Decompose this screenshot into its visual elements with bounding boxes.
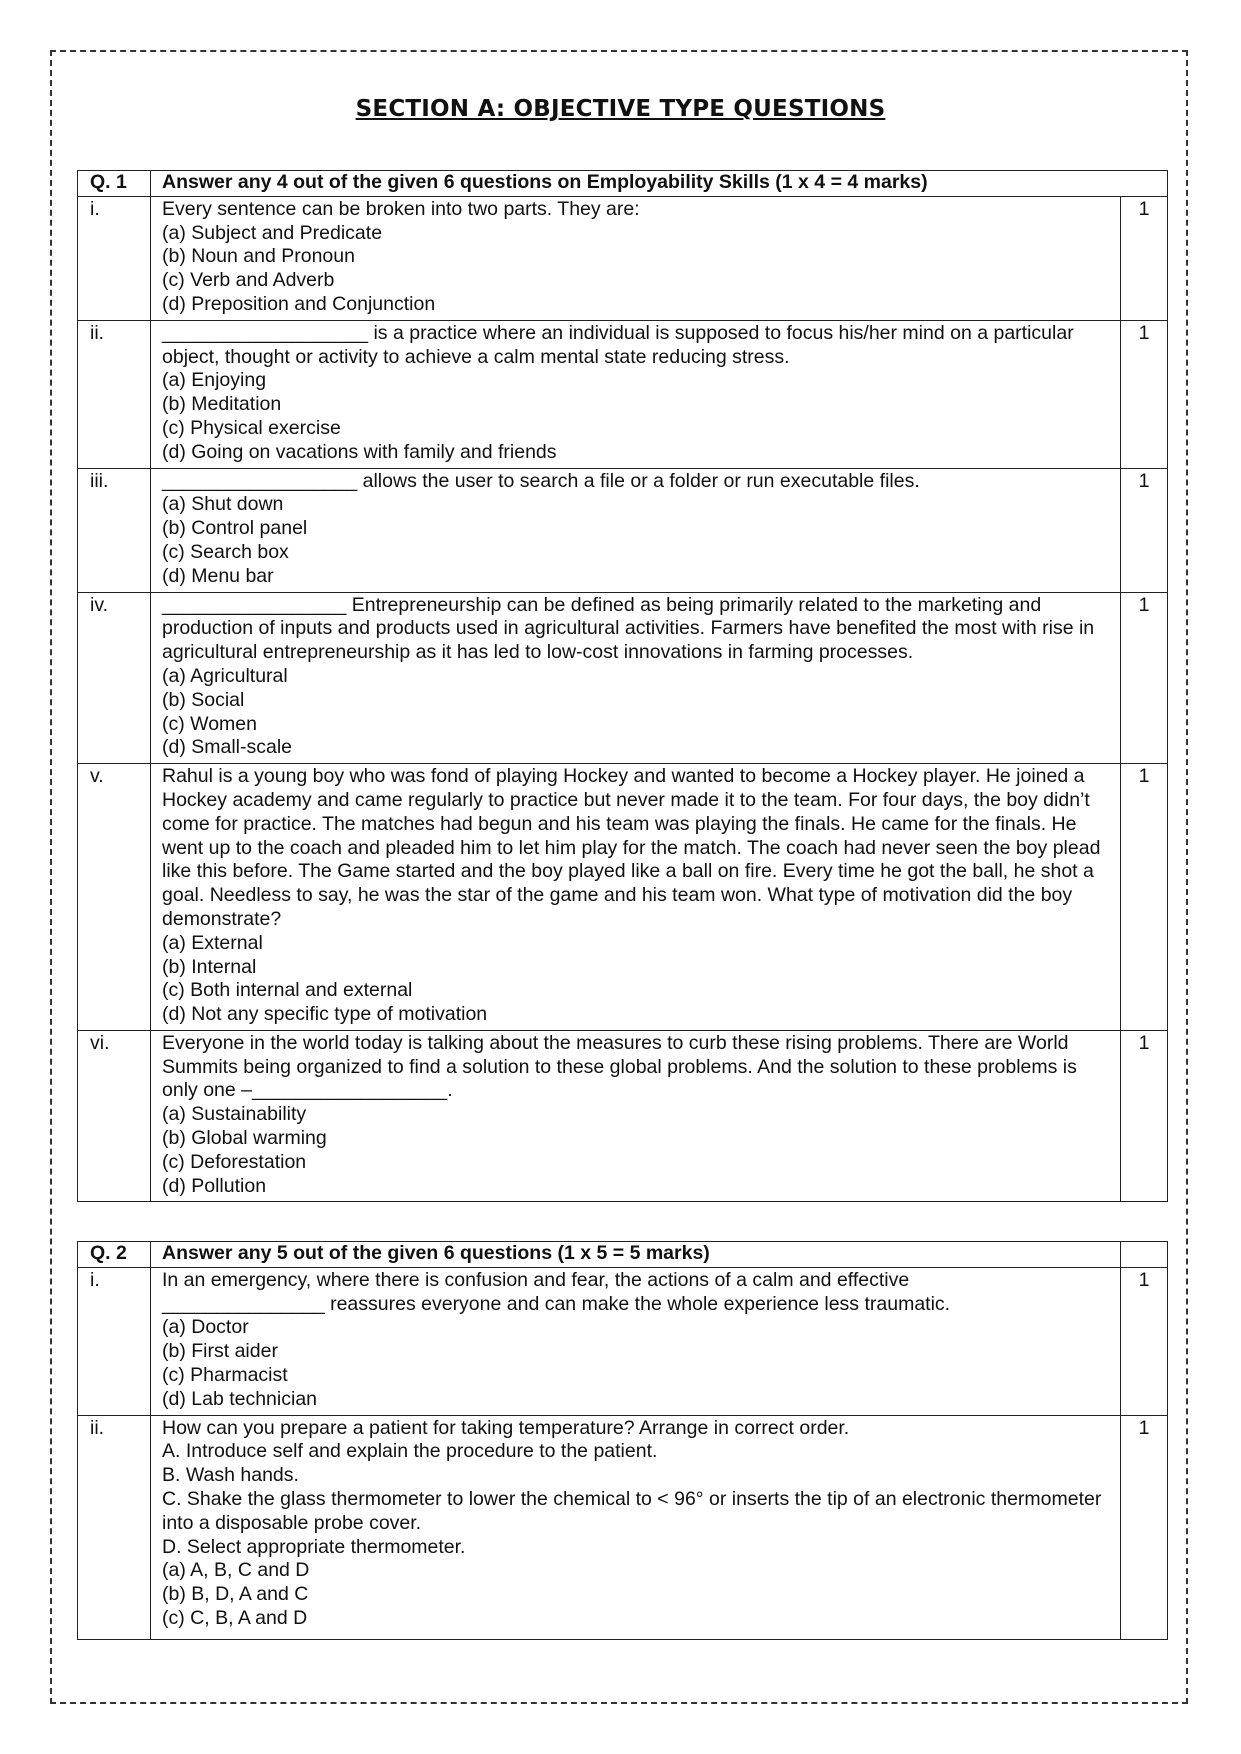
step: D. Select appropriate thermometer. bbox=[162, 1535, 466, 1558]
option: (a) Doctor bbox=[162, 1316, 249, 1339]
item-marks: 1 bbox=[1121, 1030, 1168, 1202]
marks-header-blank bbox=[1121, 171, 1168, 197]
option: (b) Social bbox=[162, 688, 245, 711]
item-body bbox=[151, 1030, 1121, 1202]
option: (b) Control panel bbox=[162, 517, 308, 540]
option: (b) First aider bbox=[162, 1340, 278, 1363]
option: (c) Physical exercise bbox=[162, 416, 341, 439]
item-number: i. bbox=[78, 196, 151, 320]
item-marks: 1 bbox=[1121, 764, 1168, 1031]
question-number: Q. 2 bbox=[78, 1242, 151, 1268]
step: C. Shake the glass thermometer to lower the chemical to < 96° or inserts the tip of an electronic thermometer into a disposable probe cover. bbox=[162, 1487, 1102, 1534]
option: (c) Women bbox=[162, 712, 257, 735]
item-text: __________________ allows the user to search a file or a folder or run executable files. bbox=[162, 469, 920, 492]
item-body bbox=[151, 1415, 1121, 1639]
item-body bbox=[151, 196, 1121, 320]
question-item bbox=[78, 592, 1168, 764]
item-marks: 1 bbox=[1121, 1415, 1168, 1639]
option: (c) Both internal and external bbox=[162, 979, 413, 1002]
step: B. Wash hands. bbox=[162, 1464, 299, 1487]
option: (a) External bbox=[162, 931, 263, 954]
question-1-table bbox=[77, 170, 1168, 1202]
item-number: ii. bbox=[78, 1415, 151, 1639]
option: (c) Pharmacist bbox=[162, 1363, 288, 1386]
option: (d) Small-scale bbox=[162, 736, 293, 759]
item-marks: 1 bbox=[1121, 196, 1168, 320]
item-body bbox=[151, 592, 1121, 764]
item-text: How can you prepare a patient for taking temperature? Arrange in correct order. bbox=[162, 1416, 850, 1439]
step: A. Introduce self and explain the procedure to the patient. bbox=[162, 1440, 658, 1463]
item-marks: 1 bbox=[1121, 468, 1168, 592]
item-body bbox=[151, 320, 1121, 468]
question-instruction: Answer any 4 out of the given 6 questions on Employability Skills (1 x 4 = 4 marks) bbox=[151, 171, 1121, 197]
option: (a) Enjoying bbox=[162, 369, 267, 392]
item-number: ii. bbox=[78, 320, 151, 468]
item-number: vi. bbox=[78, 1030, 151, 1202]
option: (a) Subject and Predicate bbox=[162, 221, 383, 244]
item-number: iv. bbox=[78, 592, 151, 764]
question-item bbox=[78, 320, 1168, 468]
question-1-header bbox=[78, 171, 1168, 197]
option: (d) Menu bar bbox=[162, 564, 274, 587]
option: (a) Shut down bbox=[162, 493, 284, 516]
item-text: _________________ Entrepreneurship can be defined as being primarily related to the marketing and production of inputs and products used in agricultural activities. Farmers have benefited the most with rise in agricultural entrepreneurship as it has led to low-cost innovations in farming processes. bbox=[162, 593, 1095, 664]
question-item bbox=[78, 468, 1168, 592]
question-2-header bbox=[78, 1242, 1168, 1268]
option: (b) Internal bbox=[162, 955, 257, 978]
item-marks: 1 bbox=[1121, 592, 1168, 764]
item-number: iii. bbox=[78, 468, 151, 592]
option: (c) C, B, A and D bbox=[162, 1606, 308, 1629]
item-text: Rahul is a young boy who was fond of playing Hockey and wanted to become a Hockey player. He joined a Hockey academy and came regularly to practice but never made it to the team. For four days, the boy didn’t come for practice. The matches had begun and his team was playing the finals. He came for the finals. He went up to the coach and pleaded him to let him play for the match. The coach had never seen the boy plead like this before. The Game started and the boy played like a ball on fire. Every time he got the ball, he shot a goal. Needless to say, he was the star of the game and his team won. What type of motivation did the boy demonstrate? bbox=[162, 765, 1101, 930]
option: (a) A, B, C and D bbox=[162, 1559, 310, 1582]
item-text: Everyone in the world today is talking about the measures to curb these rising problems. There are World Summits being organized to find a solution to these global problems. And the solution to these problems is only one –__________________. bbox=[162, 1031, 1077, 1102]
option: (c) Search box bbox=[162, 540, 289, 563]
item-body bbox=[151, 1267, 1121, 1415]
option: (d) Lab technician bbox=[162, 1387, 318, 1410]
question-2-table bbox=[77, 1241, 1168, 1640]
item-number: i. bbox=[78, 1267, 151, 1415]
question-item bbox=[78, 1030, 1168, 1202]
option: (b) Noun and Pronoun bbox=[162, 245, 355, 268]
marks-header-blank bbox=[1121, 1242, 1168, 1268]
item-text-continued: _______________ reassures everyone and can make the whole experience less traumatic. bbox=[162, 1292, 951, 1315]
option: (a) Agricultural bbox=[162, 664, 288, 687]
question-item bbox=[78, 196, 1168, 320]
item-text: In an emergency, where there is confusion and fear, the actions of a calm and effective bbox=[162, 1268, 910, 1291]
option: (b) Global warming bbox=[162, 1127, 327, 1150]
question-instruction: Answer any 5 out of the given 6 questions (1 x 5 = 5 marks) bbox=[151, 1242, 1121, 1268]
item-marks: 1 bbox=[1121, 320, 1168, 468]
option: (b) Meditation bbox=[162, 393, 282, 416]
question-number: Q. 1 bbox=[78, 171, 151, 197]
question-item bbox=[78, 1267, 1168, 1415]
option: (d) Preposition and Conjunction bbox=[162, 292, 436, 315]
item-text: Every sentence can be broken into two parts. They are: bbox=[162, 197, 640, 220]
option: (c) Deforestation bbox=[162, 1150, 307, 1173]
section-title: SECTION A: OBJECTIVE TYPE QUESTIONS bbox=[355, 96, 886, 122]
item-text: ___________________ is a practice where an individual is supposed to focus his/her mind on a particular object, thought or activity to achieve a calm mental state reducing stress. bbox=[162, 321, 1074, 368]
option: (d) Going on vacations with family and friends bbox=[162, 440, 557, 463]
option: (c) Verb and Adverb bbox=[162, 269, 335, 292]
option: (d) Not any specific type of motivation bbox=[162, 1003, 488, 1026]
question-item bbox=[78, 1415, 1168, 1639]
option: (b) B, D, A and C bbox=[162, 1583, 309, 1606]
item-body bbox=[151, 468, 1121, 592]
option: (d) Pollution bbox=[162, 1174, 267, 1197]
item-number: v. bbox=[78, 764, 151, 1031]
option: (a) Sustainability bbox=[162, 1103, 307, 1126]
question-item bbox=[78, 764, 1168, 1031]
item-marks: 1 bbox=[1121, 1267, 1168, 1415]
item-body bbox=[151, 764, 1121, 1031]
